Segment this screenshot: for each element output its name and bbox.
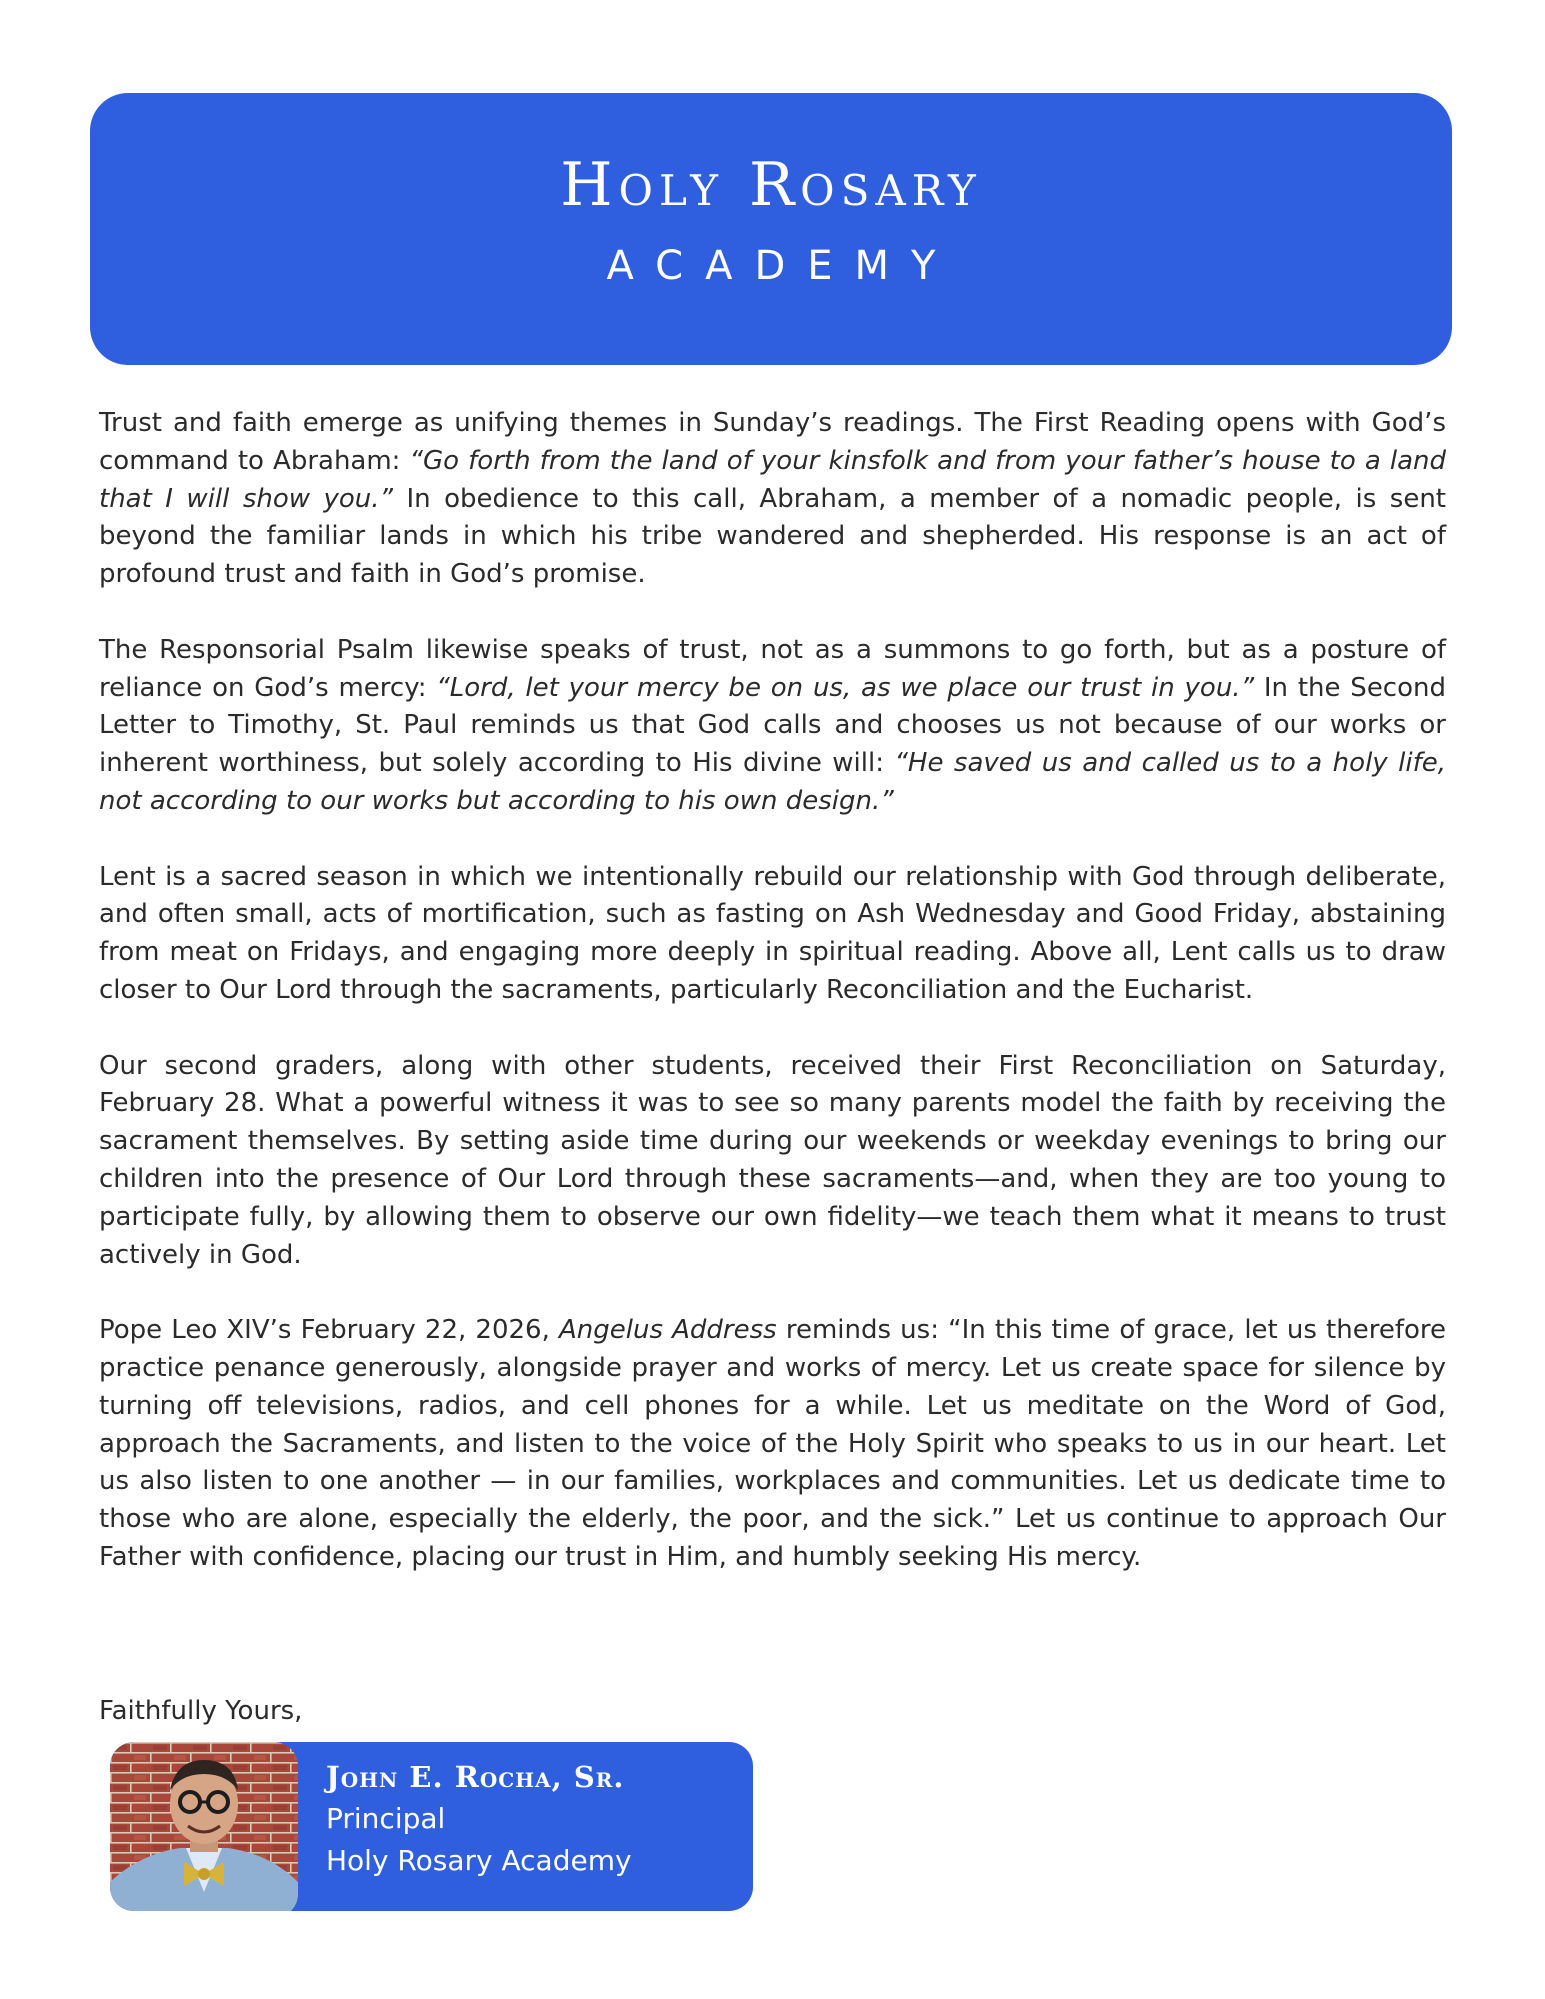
paragraph-5: Pope Leo XIV’s February 22, 2026, Angelus Address reminds us: “In this time of grace, let us therefore practice penance generously, alongside prayer and works of mercy. Let us create space for silence by turning off televisions, radios, and cell phones for a while. Let us meditate on the Word of God, approach the Sacraments, and listen to the voice of the Holy Spirit who speaks to us in our heart. Let us also listen to one another — in our families, workplaces and communities. Let us dedicate time to those who are alone, especially the elderly, the poor, and the sick.” Let us continue to approach Our Father with confidence, placing our trust in Him, and humbly seeking His mercy. bbox=[99, 1315, 1447, 1572]
school-name: Holy Rosary bbox=[560, 150, 982, 220]
principal-organization: Holy Rosary Academy bbox=[326, 1844, 632, 1877]
school-subtitle: ACADEMY bbox=[606, 243, 958, 289]
principal-name: John E. Rocha, Sr. bbox=[326, 1760, 625, 1794]
signature-card bbox=[110, 1742, 753, 1911]
paragraph-4: Our second graders, along with other students, received their First Reconciliation on Saturday, February 28. What a powerful witness it was to see so many parents model the faith by receiving the sacrament themselves. By setting aside time during our weekends or weekday evenings to bring our children into the presence of Our Lord through these sacraments—and, when they are too young to participate fully, by allowing them to observe our own fidelity—we teach them what it means to trust actively in God. bbox=[99, 1050, 1446, 1270]
angelus-address-title: Angelus Address bbox=[558, 1315, 777, 1346]
paragraph-3: Lent is a sacred season in which we intentionally rebuild our relationship with God through deliberate, and often small, acts of mortification, such as fasting on Ash Wednesday and Good Friday, abstaining from meat on Fridays, and engaging more deeply in spiritual reading. Above all, Lent calls us to draw closer to Our Lord through the sacraments, particularly Reconciliation and the Eucharist. bbox=[99, 861, 1446, 1005]
psalm-quote: “Lord, let your mercy be on us, as we place our trust in you.” bbox=[436, 672, 1255, 703]
portrait-image bbox=[110, 1742, 298, 1911]
closing-line: Faithfully Yours, bbox=[99, 1696, 303, 1726]
paragraph-2: The Responsorial Psalm likewise speaks of trust, not as a summons to go forth, but as a posture of reliance on God’s mercy: “Lord, let your mercy be on us, as we place our trust in you.” In the Second Letter to Timothy, St. Paul reminds us that God calls and chooses us not because of our works or inherent worthiness, but solely according to His divine will: “He saved us and called us to a holy life, not according to our works but according to his own design.” bbox=[99, 634, 1446, 816]
signature-text bbox=[326, 1756, 632, 1882]
header-banner bbox=[90, 93, 1452, 365]
abraham-quote: “Go forth from the land of your kinsfolk and from your father’s house to a land that I will show you.” bbox=[99, 445, 1447, 514]
principal-title: Principal bbox=[326, 1802, 446, 1835]
timothy-quote: “He saved us and called us to a holy life, not according to our works but according to his own design.” bbox=[99, 748, 1446, 816]
principal-photo bbox=[110, 1742, 298, 1911]
paragraph-1: Trust and faith emerge as unifying themes in Sunday’s readings. The First Reading opens with God’s command to Abraham: “Go forth from the land of your kinsfolk and from your father’s house to a land that I will show you.” In obedience to this call, Abraham, a member of a nomadic people, is sent beyond the familiar lands in which his tribe wandered and shepherded. His response is an act of profound trust and faith in God’s promise. bbox=[99, 408, 1447, 590]
letter-body bbox=[99, 405, 1446, 1615]
